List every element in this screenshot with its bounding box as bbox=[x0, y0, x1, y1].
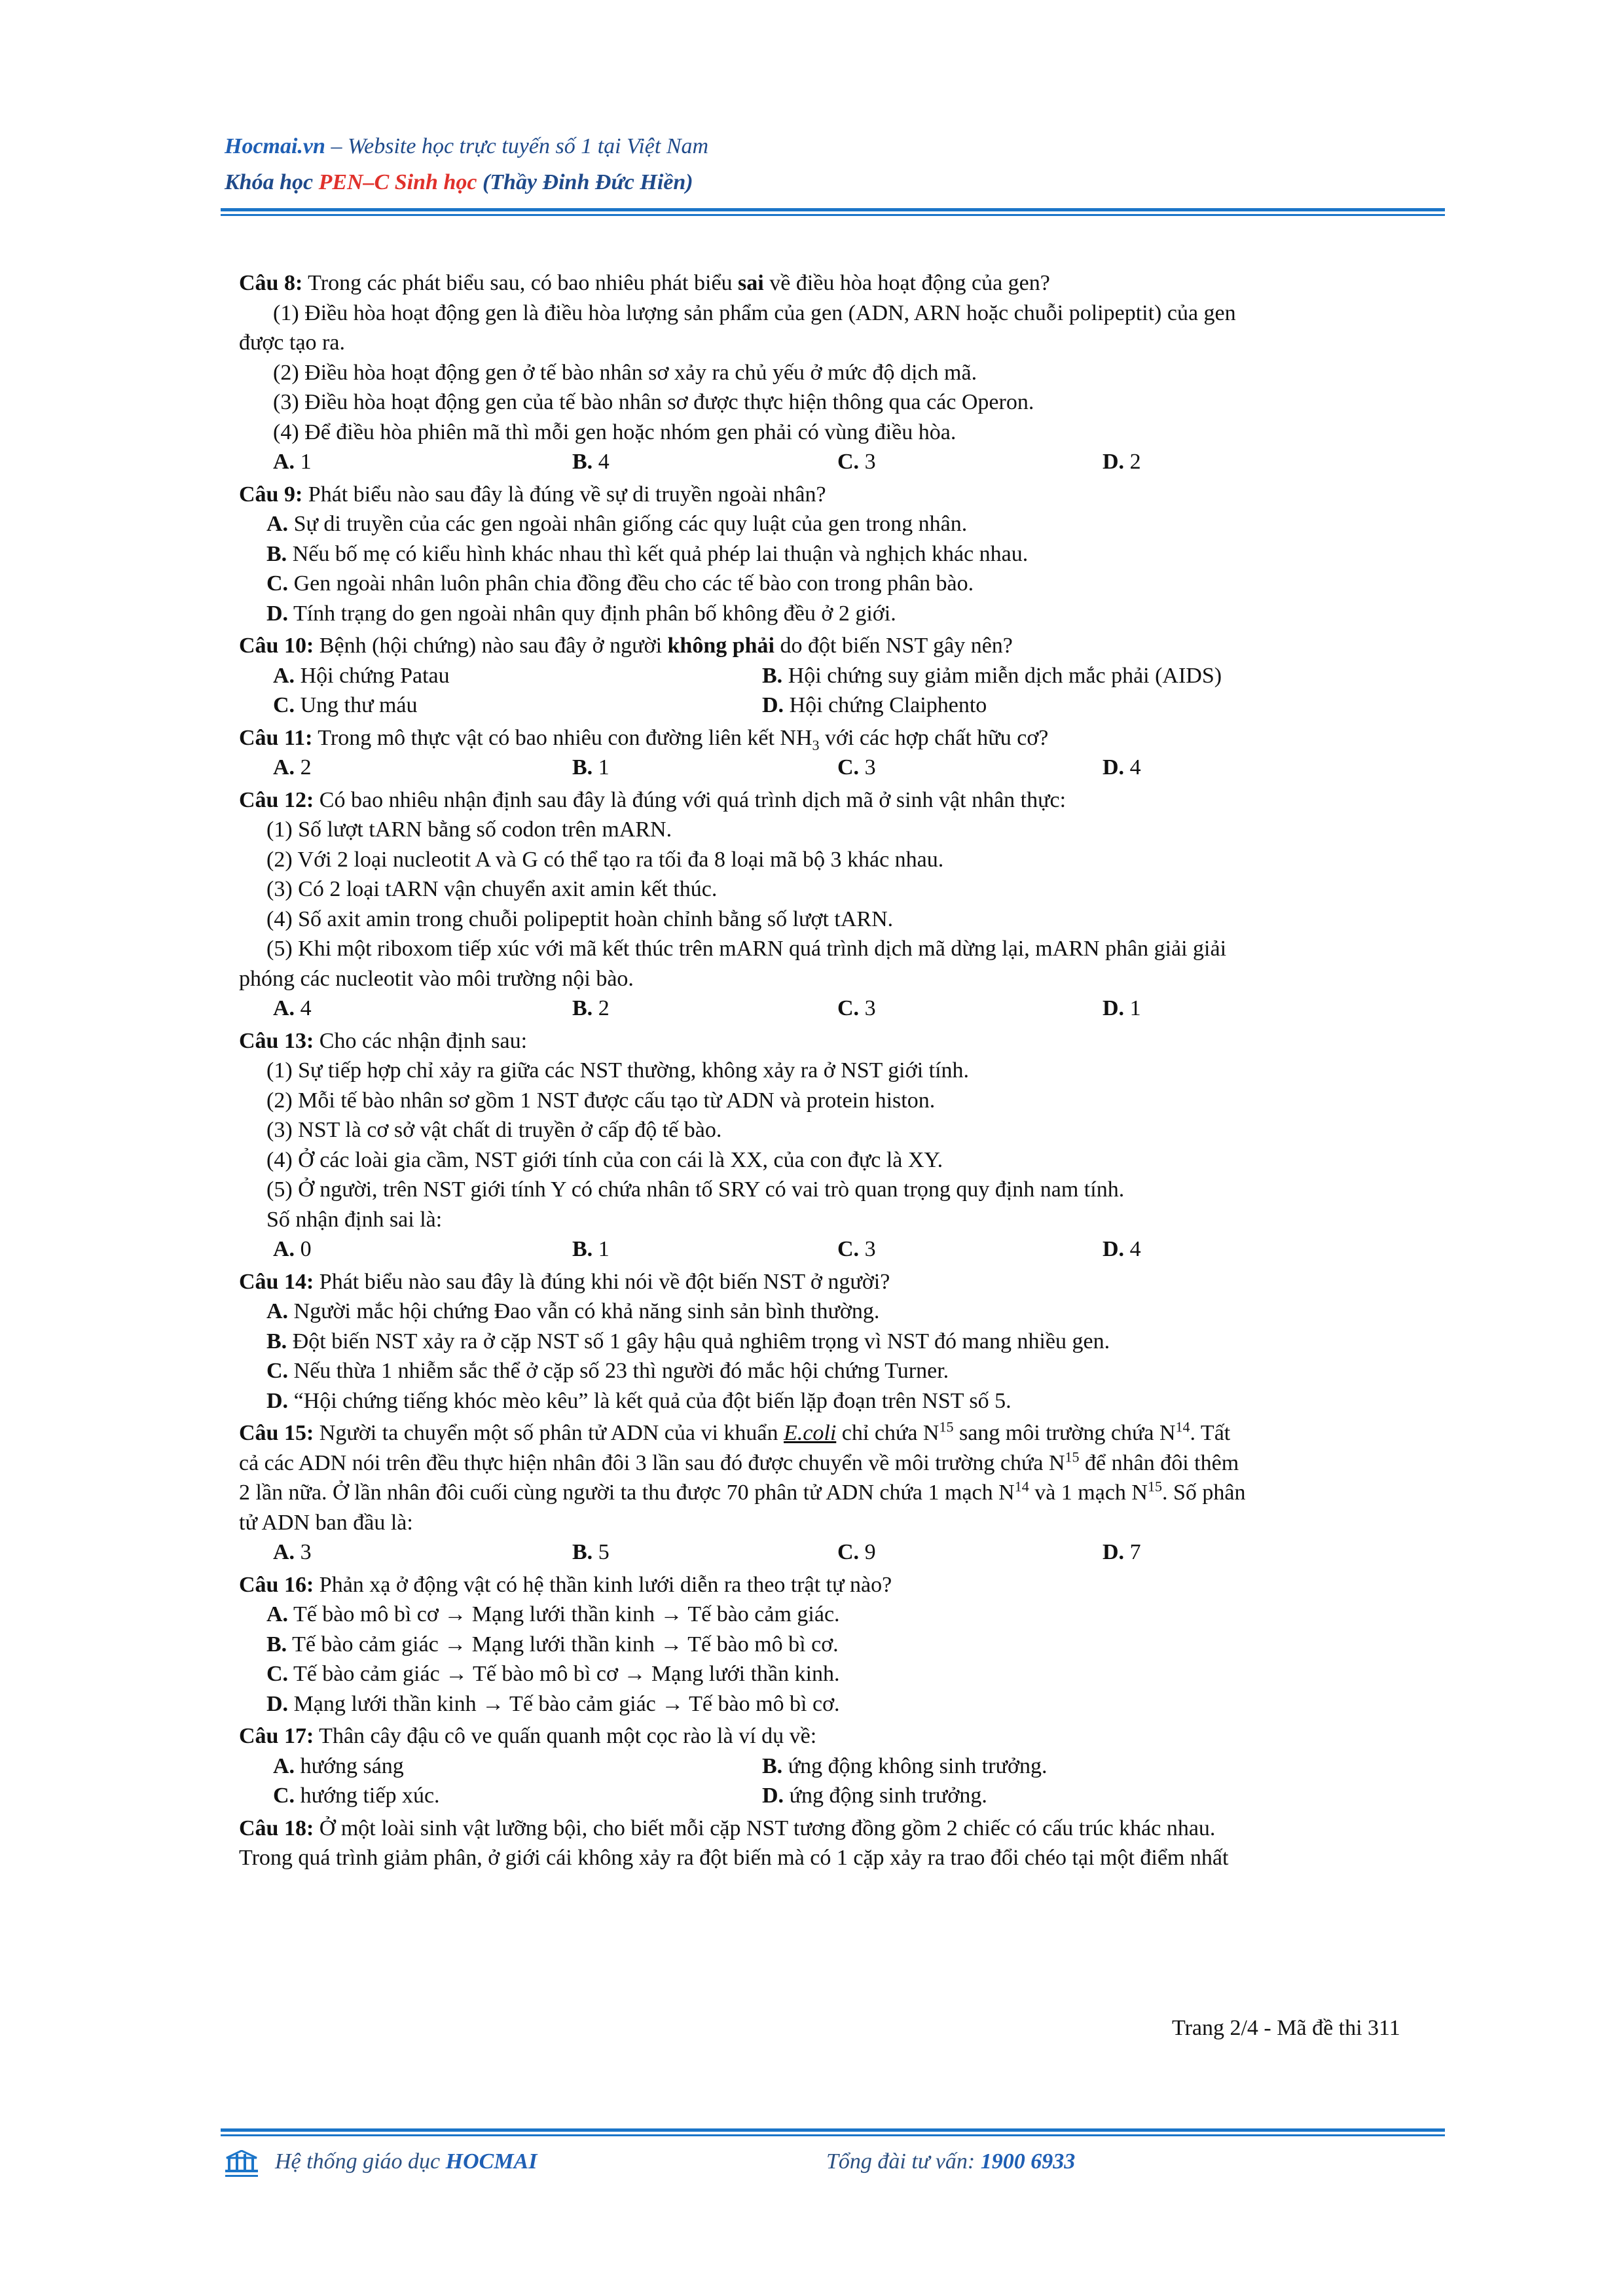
question-number: Câu 13: bbox=[239, 1028, 314, 1053]
question-number: Câu 11: bbox=[239, 725, 313, 750]
statement: (4) Để điều hòa phiên mã thì mỗi gen hoặc nhóm gen phải có vùng điều hòa. bbox=[273, 420, 957, 444]
statement: (1) Số lượt tARN bằng số codon trên mARN. bbox=[266, 817, 672, 842]
question-10: Câu 10: Bệnh (hội chứng) nào sau đây ở người không phải do đột biến NST gây nên? A. Hội chứng Patau B. Hội chứng suy giảm miễn dịch mắc phải (AIDS) C. Ung thư máu D. Hội chứng Claiphento bbox=[239, 631, 1437, 721]
question-number: Câu 8: bbox=[239, 271, 303, 295]
statement: (5) Khi một riboxom tiếp xúc với mã kết thúc trên mARN quá trình dịch mã dừng lại, mARN phân giải giải bbox=[266, 937, 1227, 961]
option-d[interactable]: D. 1 bbox=[1103, 996, 1141, 1020]
question-17: Câu 17: Thân cây đậu cô ve quấn quanh một cọc rào là ví dụ về: A. hướng sáng B. ứng động không sinh trưởng. C. hướng tiếp xúc. D. ứng động sinh trưởng. bbox=[239, 1721, 1437, 1811]
option-b[interactable]: B. 1 bbox=[572, 755, 610, 780]
statement: (2) Điều hòa hoạt động gen ở tế bào nhân sơ xảy ra chủ yếu ở mức độ dịch mã. bbox=[273, 360, 977, 385]
option-d[interactable]: D. ứng động sinh trưởng. bbox=[762, 1784, 987, 1808]
footer-rule bbox=[221, 2128, 1445, 2132]
option-c[interactable]: C. 3 bbox=[837, 996, 876, 1020]
question-16: Câu 16: Phản xạ ở động vật có hệ thần kinh lưới diễn ra theo trật tự nào? A. Tế bào mô bì cơ → Mạng lưới thần kinh → Tế bào cảm giác. B. Tế bào cảm giác → Mạng lưới thần kinh → Tế bào mô bì cơ. C. Tế bào cảm giác → Tế bào mô bì cơ → Mạng lưới thần kinh. D. Mạng lưới thần kinh → Tế bào cảm giác → Tế bào mô bì cơ. bbox=[239, 1570, 1437, 1719]
question-number: Câu 12: bbox=[239, 787, 314, 812]
option-d[interactable]: D. 2 bbox=[1103, 450, 1141, 474]
option-d[interactable]: D. Mạng lưới thần kinh → Tế bào cảm giác → Tế bào mô bì cơ. bbox=[266, 1691, 840, 1716]
option-d[interactable]: D. Hội chứng Claiphento bbox=[762, 693, 987, 717]
option-b[interactable]: B. 2 bbox=[572, 996, 610, 1020]
question-13: Câu 13: Cho các nhận định sau: (1) Sự tiếp hợp chỉ xảy ra giữa các NST thường, không xảy ra ở NST giới tính. (2) Mỗi tế bào nhân sơ gồm 1 NST được cấu tạo từ ADN và protein histon. (3) NST là cơ sở vật chất di truyền ở cấp độ tế bào. (4) Ở các loài gia cầm, NST giới tính của con cái là XX, của con đực là XY. (5) Ở người, trên NST giới tính Y có chứa nhân tố SRY có vai trò quan trọng quy định nam tính. Số nhận định sai là: A. 0 B. 1 C. 3 D. 4 bbox=[239, 1026, 1437, 1265]
option-c[interactable]: C. hướng tiếp xúc. bbox=[273, 1784, 440, 1808]
option-d[interactable]: D. 4 bbox=[1103, 755, 1141, 780]
statement: (2) Với 2 loại nucleotit A và G có thể tạo ra tối đa 8 loại mã bộ 3 khác nhau. bbox=[266, 847, 944, 872]
footer-system: Hệ thống giáo dục HOCMAI bbox=[275, 2149, 538, 2174]
option-a[interactable]: A. 2 bbox=[273, 755, 312, 780]
option-a[interactable]: A. Tế bào mô bì cơ → Mạng lưới thần kinh → Tế bào cảm giác. bbox=[266, 1602, 840, 1626]
question-number: Câu 14: bbox=[239, 1269, 314, 1294]
statement: (1) Sự tiếp hợp chỉ xảy ra giữa các NST thường, không xảy ra ở NST giới tính. bbox=[266, 1058, 970, 1083]
option-a[interactable]: A. 3 bbox=[273, 1540, 312, 1564]
statement: (4) Số axit amin trong chuỗi polipeptit hoàn chỉnh bằng số lượt tARN. bbox=[266, 906, 894, 931]
answer-options bbox=[239, 1751, 1437, 1811]
footer-phone[interactable]: 1900 6933 bbox=[980, 2149, 1076, 2174]
option-b[interactable]: B. Tế bào cảm giác → Mạng lưới thần kinh → Tế bào mô bì cơ. bbox=[266, 1632, 839, 1657]
question-9: Câu 9: Phát biểu nào sau đây là đúng về sự di truyền ngoài nhân? A. Sự di truyền của các gen ngoài nhân giống các quy luật của gen trong nhân. B. Nếu bố mẹ có kiểu hình khác nhau thì kết quả phép lai thuận và nghịch khác nhau. C. Gen ngoài nhân luôn phân chia đồng đều cho các tế bào con trong phân bào. D. Tính trạng do gen ngoài nhân quy định phân bố không đều ở 2 giới. bbox=[239, 480, 1437, 629]
header-rule bbox=[221, 208, 1445, 211]
option-c[interactable]: C. Nếu thừa 1 nhiễm sắc thể ở cặp số 23 thì người đó mắc hội chứng Turner. bbox=[266, 1359, 949, 1383]
option-b[interactable]: B. Đột biến NST xảy ra ở cặp NST số 1 gây hậu quả nghiêm trọng vì NST đó mang nhiều gen. bbox=[266, 1329, 1110, 1354]
option-b[interactable]: B. 4 bbox=[572, 450, 610, 474]
option-d[interactable]: D. “Hội chứng tiếng khóc mèo kêu” là kết quả của đột biến lặp đoạn trên NST số 5. bbox=[266, 1388, 1012, 1413]
question-number: Câu 10: bbox=[239, 634, 314, 658]
header-course-line bbox=[225, 170, 693, 195]
question-prompt: Số nhận định sai là: bbox=[266, 1207, 443, 1232]
answer-options bbox=[239, 661, 1437, 721]
option-a[interactable]: A. hướng sáng bbox=[273, 1753, 404, 1778]
statement: (4) Ở các loài gia cầm, NST giới tính của con cái là XX, của con đực là XY. bbox=[266, 1147, 943, 1172]
statement: (3) Có 2 loại tARN vận chuyển axit amin kết thúc. bbox=[266, 877, 718, 901]
option-a[interactable]: A. Người mắc hội chứng Đao vẫn có khả năng sinh sản bình thường. bbox=[266, 1299, 880, 1323]
option-a[interactable]: A. 0 bbox=[273, 1237, 312, 1261]
option-c[interactable]: C. Tế bào cảm giác → Tế bào mô bì cơ → Mạng lưới thần kinh. bbox=[266, 1662, 840, 1686]
option-c[interactable]: C. 3 bbox=[837, 755, 876, 780]
header-course-prefix: Khóa học bbox=[225, 170, 319, 194]
option-c[interactable]: C. 3 bbox=[837, 450, 876, 474]
option-a[interactable]: A. 1 bbox=[273, 450, 312, 474]
answer-options bbox=[239, 1234, 1437, 1265]
statement: (3) Điều hòa hoạt động gen của tế bào nhân sơ được thực hiện thông qua các Operon. bbox=[273, 390, 1034, 414]
answer-options bbox=[239, 753, 1437, 783]
statement: (2) Mỗi tế bào nhân sơ gồm 1 NST được cấu tạo từ ADN và protein histon. bbox=[266, 1088, 936, 1113]
statement: (3) NST là cơ sở vật chất di truyền ở cấp độ tế bào. bbox=[266, 1118, 722, 1142]
option-b[interactable]: B. 1 bbox=[572, 1237, 610, 1261]
hocmai-logo-icon bbox=[223, 2150, 261, 2179]
question-number: Câu 16: bbox=[239, 1572, 314, 1597]
question-8: Câu 8: Trong các phát biểu sau, có bao nhiêu phát biểu sai về điều hòa hoạt động của gen? (1) Điều hòa hoạt động gen là điều hòa lượng sản phẩm của gen (ADN, ARN hoặc chuỗi polipeptit) của gen được tạo ra. (2) Điều hòa hoạt động gen ở tế bào nhân sơ xảy ra chủ yếu ở mức độ dịch mã. (3) Điều hòa hoạt động gen của tế bào nhân sơ được thực hiện thông qua các Operon. (4) Để điều hòa phiên mã thì mỗi gen hoặc nhóm gen phải có vùng điều hòa. A. 1 B. 4 C. 3 D. 2 bbox=[239, 268, 1437, 477]
header-site-line bbox=[225, 134, 708, 159]
header-teacher: (Thầy Đinh Đức Hiền) bbox=[477, 170, 693, 194]
question-number: Câu 18: bbox=[239, 1816, 314, 1840]
option-c[interactable]: C. Ung thư máu bbox=[273, 693, 418, 717]
question-14: Câu 14: Phát biểu nào sau đây là đúng khi nói về đột biến NST ở người? A. Người mắc hội chứng Đao vẫn có khả năng sinh sản bình thường. B. Đột biến NST xảy ra ở cặp NST số 1 gây hậu quả nghiêm trọng vì NST đó mang nhiều gen. C. Nếu thừa 1 nhiễm sắc thể ở cặp số 23 thì người đó mắc hội chứng Turner. D. “Hội chứng tiếng khóc mèo kêu” là kết quả của đột biến lặp đoạn trên NST số 5. bbox=[239, 1267, 1437, 1416]
option-d[interactable]: D. 4 bbox=[1103, 1237, 1141, 1261]
footer-brand[interactable]: HOCMAI bbox=[445, 2149, 538, 2174]
header-course-name: PEN–C Sinh học bbox=[318, 170, 477, 194]
exam-content bbox=[239, 268, 1437, 1873]
statement: (5) Ở người, trên NST giới tính Y có chứa nhân tố SRY có vai trò quan trọng quy định nam tính. bbox=[266, 1177, 1125, 1202]
option-a[interactable]: A. Hội chứng Patau bbox=[273, 663, 450, 688]
question-11: Câu 11: Trong mô thực vật có bao nhiêu con đường liên kết $NH_3$ với các hợp chất hữu cơ? A. 2 B. 1 C. 3 D. 4 bbox=[239, 723, 1437, 783]
footer-rule-thin bbox=[221, 2134, 1445, 2136]
option-b[interactable]: B. 5 bbox=[572, 1540, 610, 1564]
header-brand[interactable]: Hocmai.vn bbox=[225, 134, 325, 158]
option-b[interactable]: B. Nếu bố mẹ có kiểu hình khác nhau thì kết quả phép lai thuận và nghịch khác nhau. bbox=[266, 541, 1029, 566]
page-number: Trang 2/4 - Mã đề thi 311 bbox=[1172, 2016, 1400, 2040]
answer-options bbox=[239, 1537, 1437, 1568]
option-a[interactable]: A. 4 bbox=[273, 996, 312, 1020]
question-number: Câu 17: bbox=[239, 1724, 314, 1748]
option-c[interactable]: C. 3 bbox=[837, 1237, 876, 1261]
option-a[interactable]: A. Sự di truyền của các gen ngoài nhân giống các quy luật của gen trong nhân. bbox=[266, 512, 968, 536]
question-15: Câu 15: Người ta chuyển một số phân tử ADN của vi khuẩn E.coli chỉ chứa $N^{15}$ sang môi trường chứa $N^{14}$. Tất cả các ADN nói trên đều thực hiện nhân đôi 3 lần sau đó được chuyển về môi trường chứa $N^{15}$ để nhân đôi thêm 2 lần nữa. Ở lần nhân đôi cuối cùng người ta thu được 70 phân tử ADN chứa 1 mạch $N^{14}$ và 1 mạch $N^{15}$. Số phân tử ADN ban đầu là: A. 3 B. 5 C. 9 D. 7 bbox=[239, 1418, 1437, 1568]
option-b[interactable]: B. ứng động không sinh trưởng. bbox=[762, 1753, 1048, 1778]
option-c[interactable]: C. Gen ngoài nhân luôn phân chia đồng đều cho các tế bào con trong phân bào. bbox=[266, 571, 974, 596]
footer-hotline: Tổng đài tư vấn: 1900 6933 bbox=[826, 2149, 1076, 2174]
answer-options bbox=[239, 447, 1437, 477]
option-c[interactable]: C. 9 bbox=[837, 1540, 876, 1564]
header-tagline: – Website học trực tuyến số 1 tại Việt Nam bbox=[325, 134, 709, 158]
statement: (1) Điều hòa hoạt động gen là điều hòa lượng sản phẩm của gen (ADN, ARN hoặc chuỗi polipeptit) của gen bbox=[273, 300, 1236, 325]
header-rule-thin bbox=[221, 214, 1445, 216]
question-18: Câu 18: Ở một loài sinh vật lưỡng bội, cho biết mỗi cặp NST tương đồng gồm 2 chiếc có cấu trúc khác nhau. Trong quá trình giảm phân, ở giới cái không xảy ra đột biến mà có 1 cặp xảy ra trao đổi chéo tại một điểm nhất bbox=[239, 1816, 1229, 1870]
answer-options bbox=[239, 994, 1437, 1024]
option-d[interactable]: D. 7 bbox=[1103, 1540, 1141, 1564]
statement-continuation: phóng các nucleotit vào môi trường nội bào. bbox=[239, 966, 634, 991]
question-number: Câu 15: bbox=[239, 1421, 314, 1445]
option-b[interactable]: B. Hội chứng suy giảm miễn dịch mắc phải (AIDS) bbox=[762, 663, 1222, 688]
statement-continuation: được tạo ra. bbox=[239, 331, 345, 355]
question-number: Câu 9: bbox=[239, 482, 303, 507]
option-d[interactable]: D. Tính trạng do gen ngoài nhân quy định phân bố không đều ở 2 giới. bbox=[266, 601, 896, 626]
question-12: Câu 12: Có bao nhiêu nhận định sau đây là đúng với quá trình dịch mã ở sinh vật nhân thực: (1) Số lượt tARN bằng số codon trên mARN. (2) Với 2 loại nucleotit A và G có thể tạo ra tối đa 8 loại mã bộ 3 khác nhau. (3) Có 2 loại tARN vận chuyển axit amin kết thúc. (4) Số axit amin trong chuỗi polipeptit hoàn chỉnh bằng số lượt tARN. (5) Khi một riboxom tiếp xúc với mã kết thúc trên mARN quá trình dịch mã dừng lại, mARN phân giải giải phóng các nucleotit vào môi trường nội bào. A. 4 B. 2 C. 3 D. 1 bbox=[239, 785, 1437, 1024]
